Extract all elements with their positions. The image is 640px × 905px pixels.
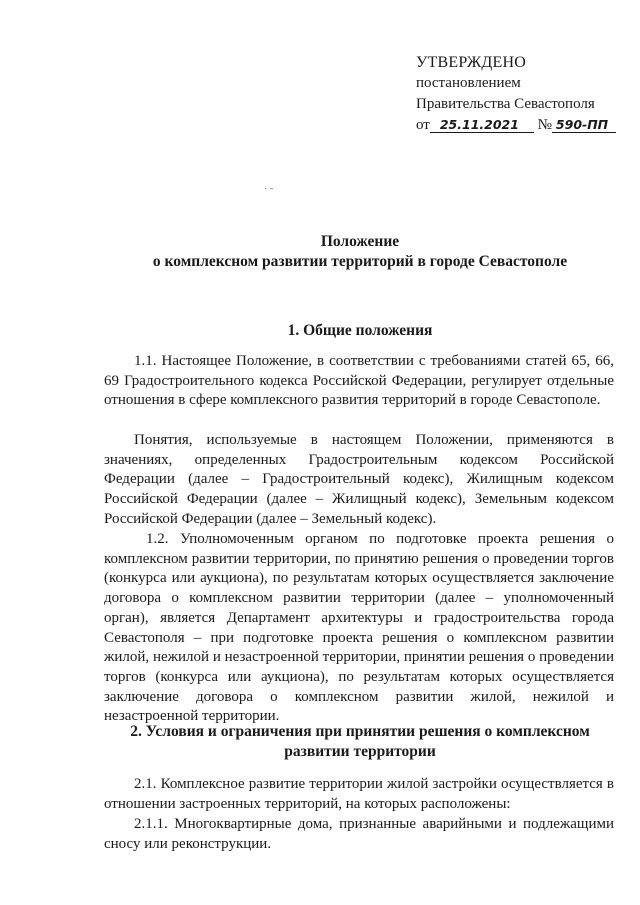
approval-number: 590-ПП — [552, 117, 616, 133]
document-title: Положение — [320, 233, 400, 250]
approval-date: 25.11.2021 — [430, 117, 534, 133]
paragraph-1-1-concepts: Понятия, используемые в настоящем Положении, применяются в значениях, определенных Градостроительным кодексом Российской Федерации (далее – Градостроительный кодекс), Жилищным кодексом Российской Федерации (далее – Жилищный кодекс), Земельным кодексом Российской Федерации (далее – Земельный кодекс). — [104, 432, 614, 527]
paragraph-1-2: 1.2. Уполномоченным органом по подготовке проекта решения о комплексном развитии территории, по принятию решения о проведении торгов (конкурса или аукциона), по результатам которых осуществляется заключение договора о комплексном развитии территории (далее – уполномоченный орган), является Департамент архитектуры и градостроительства города Севастополя – при подготовке проекта решения о комплексном развитии жилой, нежилой и незастроенной территории, принятии решения о проведении торгов (конкурса или аукциона), по результатам которых осуществляется заключение договора о комплексном развитии жилой, нежилой и незастроенной территории. — [104, 531, 614, 725]
paragraph-1-1: 1.1. Настоящее Положение, в соответствии с требованиями статей 65, 66, 69 Градостроительного кодекса Российской Федерации, регулирует отдельные отношения в сфере комплексного развития территорий в городе Севастополе. — [104, 353, 614, 409]
approval-stamp — [416, 52, 616, 136]
date-prefix: от — [416, 117, 430, 133]
approval-line-government: Правительства Севастополя — [416, 96, 595, 112]
approval-line-resolution: постановлением — [416, 75, 521, 91]
document-subtitle: о комплексном развитии территорий в городе Севастополе — [152, 253, 568, 270]
paragraph-2-1: 2.1. Комплексное развитие территории жилой застройки осуществляется в отношении застроенных территорий, на которых расположены: — [104, 776, 614, 812]
approval-title: УТВЕРЖДЕНО — [416, 54, 527, 71]
section-2-heading-line1: 2. Условия и ограничения при принятии решения о комплексном — [130, 723, 590, 740]
paragraph-2-1-1: 2.1.1. Многоквартирные дома, признанные аварийными и подлежащими сносу или реконструкции. — [104, 816, 614, 852]
approval-date-number-line — [416, 115, 616, 136]
number-prefix: № — [537, 117, 552, 133]
scan-mark: ˙ ˉ — [264, 187, 274, 198]
section-2-heading-line2: развитии территории — [284, 743, 436, 760]
section-1-heading: 1. Общие положения — [287, 322, 433, 339]
